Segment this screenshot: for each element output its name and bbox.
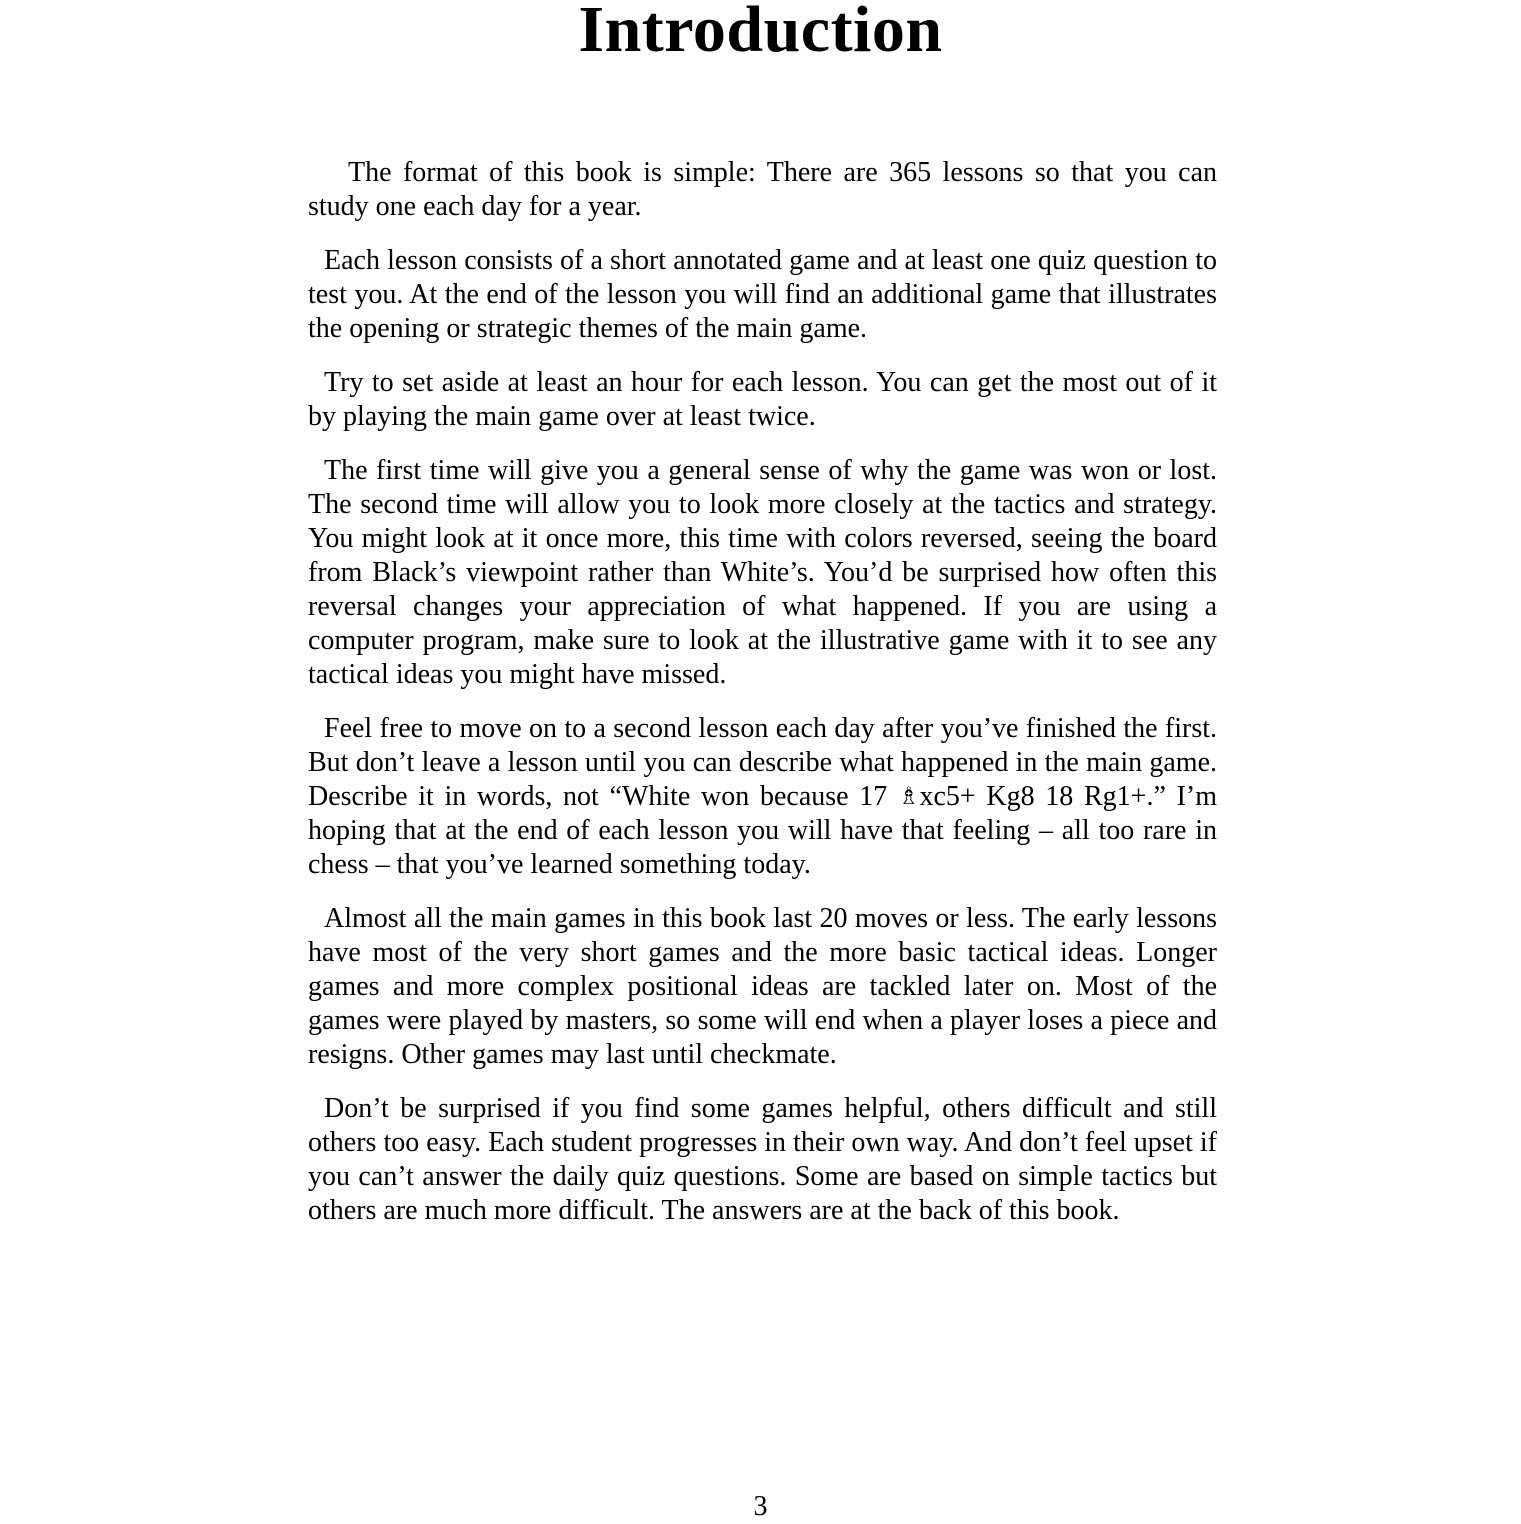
- body-text: [308, 156, 1217, 1248]
- paragraph-difficulty: Don’t be surprised if you find some games helpful, others difficult and still others too easy. Each student progresses in their own way. And don’t feel upset if you can’t answer the daily quiz questions. Some are based on simple tactics but others are much more difficult. The answers are at the back of this book.: [308, 1093, 1217, 1226]
- paragraph-time: Try to set aside at least an hour for each lesson. You can get the most out of it by playing the main game over at least twice.: [308, 367, 1217, 432]
- page-number: 3: [753, 1491, 768, 1522]
- paragraph-lesson-contents: Each lesson consists of a short annotated game and at least one quiz question to test you. At the end of the lesson you will find an additional game that illustrates the opening or strategic themes of the main game.: [308, 245, 1217, 344]
- page-title: Introduction: [578, 0, 943, 66]
- white-bishop-icon: ♗: [897, 782, 920, 810]
- paragraph-move-on-text-end: xc5+ Kg8 18 Rg1+.” I’m hoping that at the end of each lesson you will have that feeling – all too rare in chess – that you’ve learned something today.: [308, 781, 1217, 880]
- paragraph-move-on: [308, 712, 1217, 882]
- paragraph-game-length: Almost all the main games in this book last 20 moves or less. The early lessons have most of the very short games and the more basic tactical ideas. Longer games and more complex positional ideas are tackled later on. Most of the games were played by masters, so some will end when a player loses a piece and resigns. Other games may last until checkmate.: [308, 903, 1217, 1070]
- paragraph-format: The format of this book is simple: There are 365 lessons so that you can study one each day for a year.: [308, 157, 1217, 222]
- paragraph-move-on-text-start: Feel free to move on to a second lesson each day after you’ve finished the first. But don’t leave a lesson until you can describe what happened in the main game. Describe it in words, not “White won because 17: [308, 713, 1217, 812]
- paragraph-playing-over: The first time will give you a general sense of why the game was won or lost. The second time will allow you to look more closely at the tactics and strategy. You might look at it once more, this time with colors reversed, seeing the board from Black’s viewpoint rather than White’s. You’d be surprised how often this reversal changes your appreciation of what happened. If you are using a computer program, make sure to look at the illustrative game with it to see any tactical ideas you might have missed.: [308, 455, 1217, 690]
